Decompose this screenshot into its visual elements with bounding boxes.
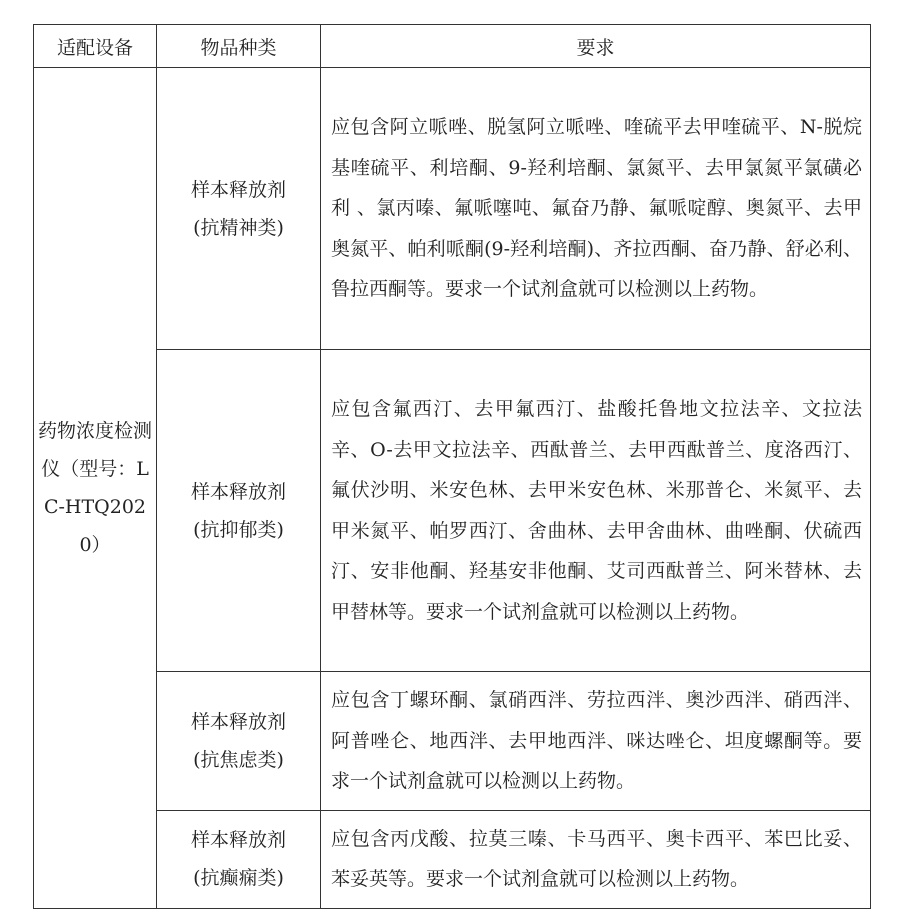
table-row bbox=[34, 350, 871, 672]
header-requirement: 要求 bbox=[321, 25, 871, 68]
category-label: 样本释放剂 bbox=[190, 178, 286, 201]
category-sublabel: (抗癫痫类) bbox=[193, 867, 284, 889]
requirement-cell: 应包含丁螺环酮、氯硝西泮、劳拉西泮、奥沙西泮、硝西泮、阿普唑仑、地西泮、去甲地西泮、咪达唑仑、坦度螺酮等。要求一个试剂盒就可以检测以上药物。 bbox=[321, 672, 871, 811]
requirement-cell: 应包含氟西汀、去甲氟西汀、盐酸托鲁地文拉法辛、文拉法辛、O-去甲文拉法辛、西酞普兰、去甲西酞普兰、度洛西汀、氟伏沙明、米安色林、去甲米安色林、米那普仑、米氮平、去甲米氮平、帕罗西汀、舍曲林、去甲舍曲林、曲唑酮、伏硫西汀、安非他酮、羟基安非他酮、艾司西酞普兰、阿米替林、去甲替林等。要求一个试剂盒就可以检测以上药物。 bbox=[321, 350, 871, 672]
table-row bbox=[34, 810, 871, 908]
requirements-table bbox=[33, 24, 871, 909]
category-cell bbox=[157, 672, 321, 811]
header-device: 适配设备 bbox=[34, 25, 157, 68]
category-label: 样本释放剂 bbox=[190, 710, 286, 733]
category-sublabel: (抗抑郁类) bbox=[193, 518, 284, 541]
category-cell bbox=[157, 350, 321, 672]
category-sublabel: (抗精神类) bbox=[193, 216, 284, 239]
header-row bbox=[34, 25, 871, 68]
device-cell: 药物浓度检测仪（型号：LC-HTQ2020） bbox=[34, 68, 157, 909]
table-row bbox=[34, 672, 871, 811]
header-category: 物品种类 bbox=[157, 25, 321, 68]
category-label: 样本释放剂 bbox=[190, 480, 286, 503]
requirement-cell: 应包含丙戊酸、拉莫三嗪、卡马西平、奥卡西平、苯巴比妥、苯妥英等。要求一个试剂盒就可以检测以上药物。 bbox=[321, 810, 871, 908]
requirement-cell: 应包含阿立哌唑、脱氢阿立哌唑、喹硫平去甲喹硫平、N-脱烷基喹硫平、利培酮、9-羟利培酮、氯氮平、去甲氯氮平氯磺必利 、氯丙嗪、氟哌噻吨、氟奋乃静、氟哌啶醇、奥氮平、去甲奥氮平、帕利哌酮(9-羟利培酮)、齐拉西酮、奋乃静、舒必利、鲁拉西酮等。要求一个试剂盒就可以检测以上药物。 bbox=[321, 68, 871, 350]
category-cell bbox=[157, 810, 321, 908]
table-row bbox=[34, 68, 871, 350]
category-label: 样本释放剂 bbox=[190, 829, 286, 851]
category-sublabel: (抗焦虑类) bbox=[193, 748, 284, 771]
category-cell bbox=[157, 68, 321, 350]
